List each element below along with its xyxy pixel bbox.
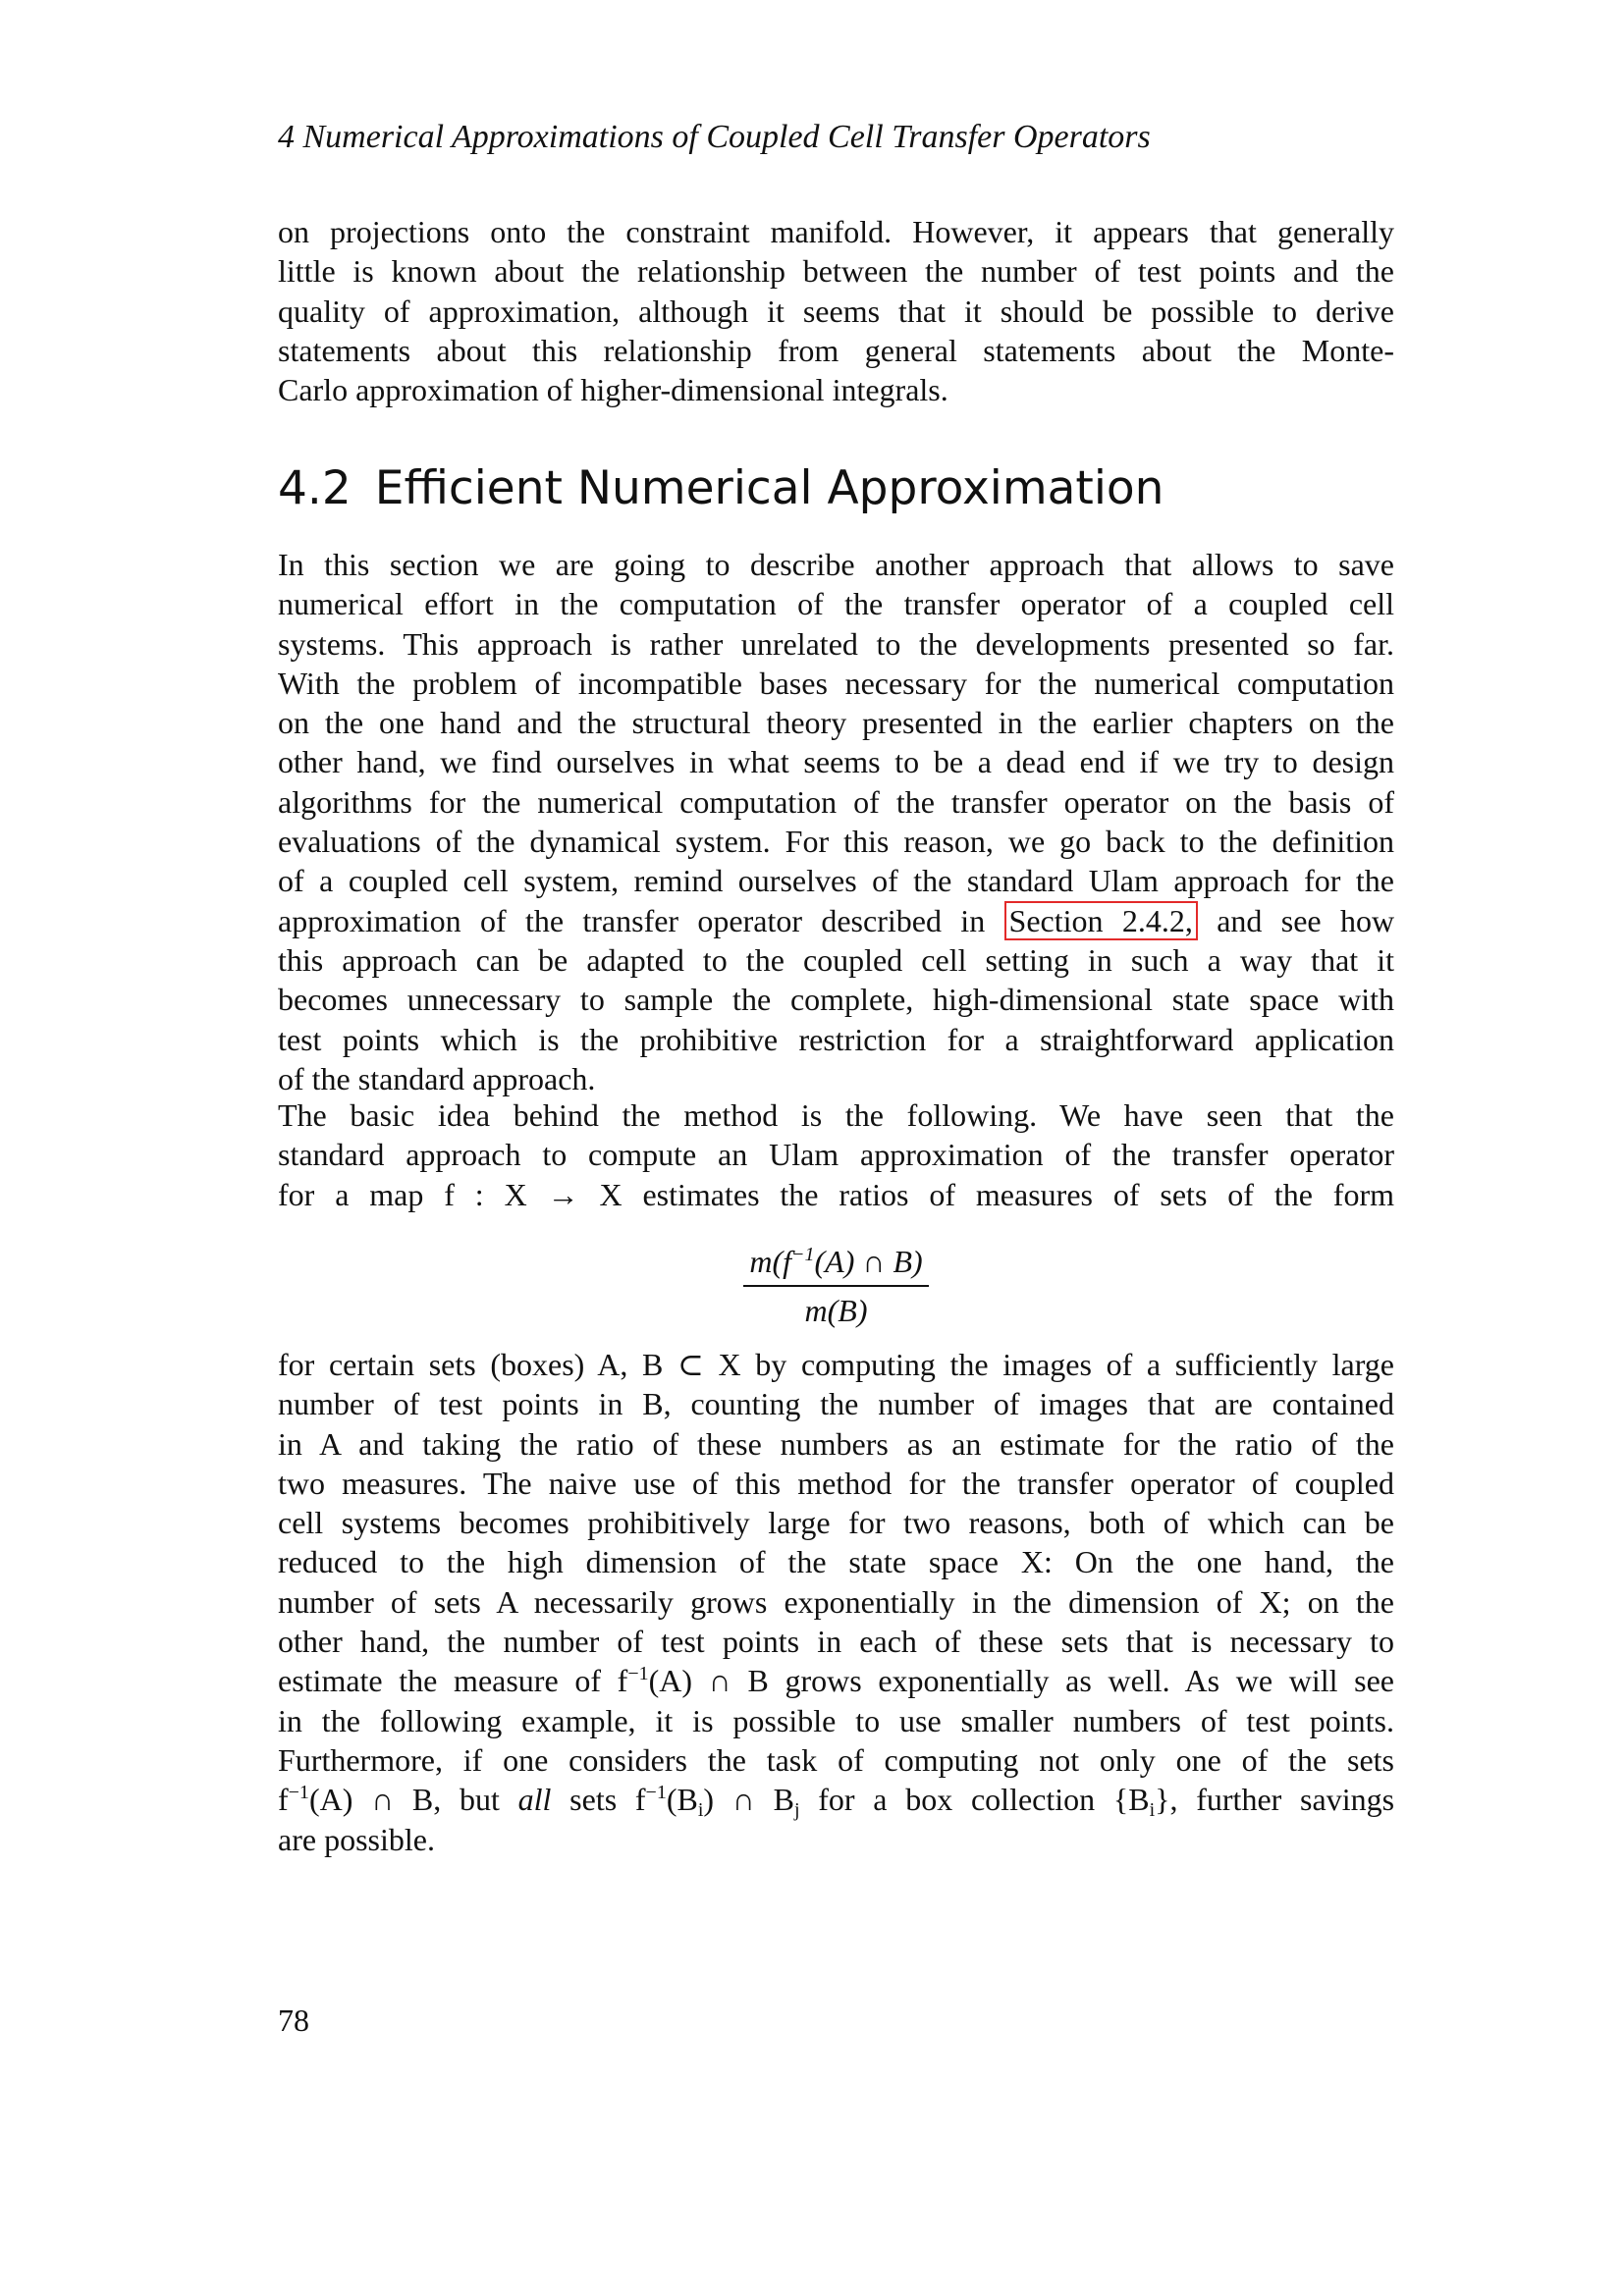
- text-line: on the one hand and the structural theory presented in the earlier chapters on the: [278, 705, 1394, 741]
- text-line: numerical effort in the computation of the transfer operator of a coupled cell: [278, 586, 1394, 622]
- text-fragment: }, further savings: [1155, 1782, 1395, 1818]
- math-subscript: i: [1149, 1799, 1156, 1822]
- text-line: The basic idea behind the method is the following. We have seen that the: [278, 1097, 1394, 1133]
- text-line: Carlo approximation of higher-dimensional integrals.: [278, 372, 948, 408]
- display-equation: [278, 1242, 1394, 1330]
- text-line: two measures. The naive use of this method for the transfer operator of coupled: [278, 1465, 1394, 1501]
- text-line: in A and taking the ratio of these numbers as an estimate for the ratio of the: [278, 1425, 1394, 1462]
- text-line: number of sets A necessarily grows exponentially in the dimension of X; on the: [278, 1583, 1394, 1620]
- text-fragment: estimate the measure of f: [278, 1663, 628, 1699]
- page-number: 78: [278, 2002, 309, 2038]
- equation-numerator: [743, 1242, 928, 1287]
- text-fragment: (A) ∩ B, but: [308, 1782, 500, 1818]
- document-page: [278, 0, 1394, 2296]
- math-superscript: −1: [288, 1782, 309, 1804]
- running-header: 4 Numerical Approximations of Coupled Cell Transfer Operators: [278, 119, 1151, 155]
- text-line: quality of approximation, although it seems that it should be possible to derive: [278, 293, 1394, 329]
- math-superscript: −1: [790, 1244, 815, 1265]
- text-line: statements about this relationship from general statements about the Monte-: [278, 332, 1394, 368]
- text-line: test points which is the prohibitive restriction for a straightforward application: [278, 1021, 1394, 1057]
- paragraph-intro: [278, 212, 1394, 409]
- text-line: in the following example, it is possible to use smaller numbers of test points.: [278, 1702, 1394, 1738]
- math-text: ) ∩ B: [703, 1782, 794, 1818]
- emphasis-text: all: [517, 1782, 552, 1818]
- text-line: this approach can be adapted to the coupled cell setting in such a way that it: [278, 941, 1394, 978]
- text-line: for a map f : X → X estimates the ratios of measures of sets of the form: [278, 1176, 1394, 1212]
- paragraph-basic-idea: [278, 1095, 1394, 1214]
- math-text: (B: [666, 1782, 698, 1818]
- text-line: cell systems becomes prohibitively large for two reasons, both of which can be: [278, 1505, 1394, 1541]
- text-fragment: sets f: [569, 1782, 646, 1818]
- math-subscript: j: [793, 1799, 800, 1822]
- equation-denominator: m(B): [804, 1293, 868, 1328]
- text-line: on projections onto the constraint manifold. However, it appears that generally: [278, 214, 1394, 249]
- text-line: Furthermore, if one considers the task of computing not only one of the sets: [278, 1741, 1394, 1778]
- section-number: 4.2: [278, 461, 352, 515]
- text-line: little is known about the relationship between the number of test points and the: [278, 253, 1394, 290]
- fraction: [743, 1242, 928, 1330]
- text-line: [278, 1780, 1395, 1822]
- text-line: systems. This approach is rather unrelated to the developments presented so far.: [278, 625, 1394, 662]
- math-superscript: −1: [645, 1782, 667, 1804]
- text-fragment: (A) ∩ B grows exponentially as well. As we will see: [648, 1663, 1395, 1699]
- math-text: f: [278, 1782, 289, 1818]
- text-line: standard approach to compute an Ulam approximation of the transfer operator: [278, 1137, 1394, 1173]
- math-superscript: −1: [627, 1663, 649, 1685]
- text-fragment: for a box collection {B: [818, 1782, 1150, 1818]
- math-text: (A) ∩ B): [814, 1244, 923, 1279]
- paragraph-sets: [278, 1345, 1394, 1859]
- paragraph-approach: [278, 545, 1394, 1098]
- text-fragment: and see how: [1217, 902, 1395, 938]
- text-line: number of test points in B, counting the number of images that are contained: [278, 1386, 1394, 1422]
- text-line: of the standard approach.: [278, 1060, 596, 1096]
- text-line-with-link: [278, 901, 1394, 940]
- section-heading: [278, 461, 1164, 516]
- text-line: algorithms for the numerical computation of the transfer operator on the basis of: [278, 783, 1394, 820]
- math-text: m(f: [749, 1244, 791, 1279]
- text-line: other hand, the number of test points in each of these sets that is necessary to: [278, 1624, 1394, 1660]
- text-line: evaluations of the dynamical system. For this reason, we go back to the definition: [278, 824, 1394, 860]
- text-line: [278, 1661, 1394, 1700]
- text-line: are possible.: [278, 1821, 435, 1857]
- math-subscript: i: [697, 1799, 704, 1822]
- section-title: Efficient Numerical Approximation: [374, 461, 1164, 515]
- text-line: With the problem of incompatible bases necessary for the numerical computation: [278, 665, 1394, 701]
- section-reference-link[interactable]: Section 2.4.2,: [1004, 901, 1198, 940]
- text-line: reduced to the high dimension of the state space X: On the one hand, the: [278, 1544, 1394, 1580]
- text-line: becomes unnecessary to sample the complete, high-dimensional state space with: [278, 982, 1394, 1018]
- text-line: of a coupled cell system, remind ourselves of the standard Ulam approach for the: [278, 863, 1394, 899]
- text-line: In this section we are going to describe another approach that allows to save: [278, 547, 1394, 582]
- text-line: other hand, we find ourselves in what seems to be a dead end if we try to design: [278, 744, 1394, 780]
- text-line: for certain sets (boxes) A, B ⊂ X by computing the images of a sufficiently large: [278, 1347, 1394, 1382]
- text-fragment: approximation of the transfer operator described in: [278, 902, 986, 938]
